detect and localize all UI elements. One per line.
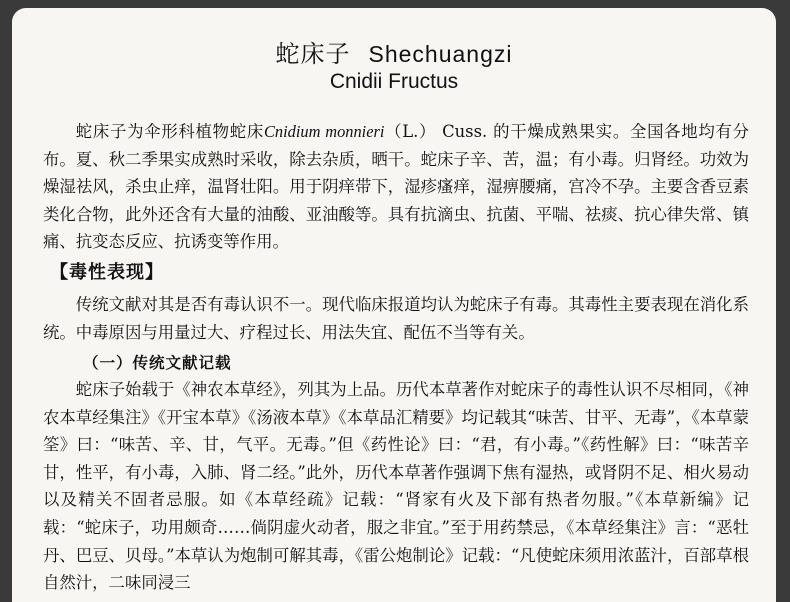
intro-text-2: （L.） Cuss. 的干燥成熟果实。全国各地均有分布。夏、秋二季果实成熟时采收，除去杂质，晒干。蛇床子辛、苦，温；有小毒。归肾经。功效为燥湿祛风，杀虫止痒，温肾壮阳。用于阴痒带下，湿疹瘙痒，湿痹腰痛，宫冷不孕。主要含香豆素类化合物，此外还含有大量的油酸、亚油酸等。具有抗滴虫、抗菌、平喘、祛痰、抗心律失常、镇痛、抗变态反应、抗诱变等作用。 — [43, 122, 749, 252]
pinyin-title: Shechuangzi — [368, 41, 513, 67]
toxicity-paragraph: 传统文献对其是否有毒认识不一。现代临床报道均认为蛇床子有毒。其毒性主要表现在消化系统。中毒原因与用量过大、疗程过长、用法失宜、配伍不当等有关。 — [43, 295, 749, 342]
intro-text-1: 蛇床子为伞形科植物蛇床 — [75, 122, 264, 141]
toxicity-section-heading: 【毒性表现】 — [50, 262, 164, 283]
chinese-title: 蛇床子 — [275, 40, 351, 68]
literature-paragraph: 蛇床子始载于《神农本草经》，列其为上品。历代本草著作对蛇床子的毒性认识不尽相同，《神农本草经集注》《开宝本草》《汤液本草》《本草品汇精要》均记载其“味苦、甘平、无毒”，《本草蒙筌》曰：“味苦、辛、甘，气平。无毒。”但《药性论》曰：“君，有小毒。”《药性解》曰：“味苦辛甘，性平，有小毒，入肺、肾二经。”此外，历代本草著作强调下焦有湿热，或肾阴不足、相火易动以及精关不固者忌服。如《本草经疏》记载：“肾家有火及下部有热者勿服。”《本草新编》记载：“蛇床子，功用颇奇……倘阴虚火动者，服之非宜。”至于用药禁忌，《本草经集注》言：“恶牡丹、巴豆、贝母。”本草认为炮制可解其毒，《雷公炮制论》记载：“凡使蛇床须用浓蓝汁，百部草根自然汁，二味同浸三 — [43, 380, 749, 593]
latin-title: Cnidii Fructus — [329, 70, 459, 93]
literature-subsection-heading: （一）传统文献记载 — [83, 353, 232, 372]
latin-species-name: Cnidium monnieri — [263, 122, 385, 141]
entry-title — [12, 34, 776, 69]
book-page — [12, 8, 776, 602]
intro-paragraph — [43, 118, 749, 256]
